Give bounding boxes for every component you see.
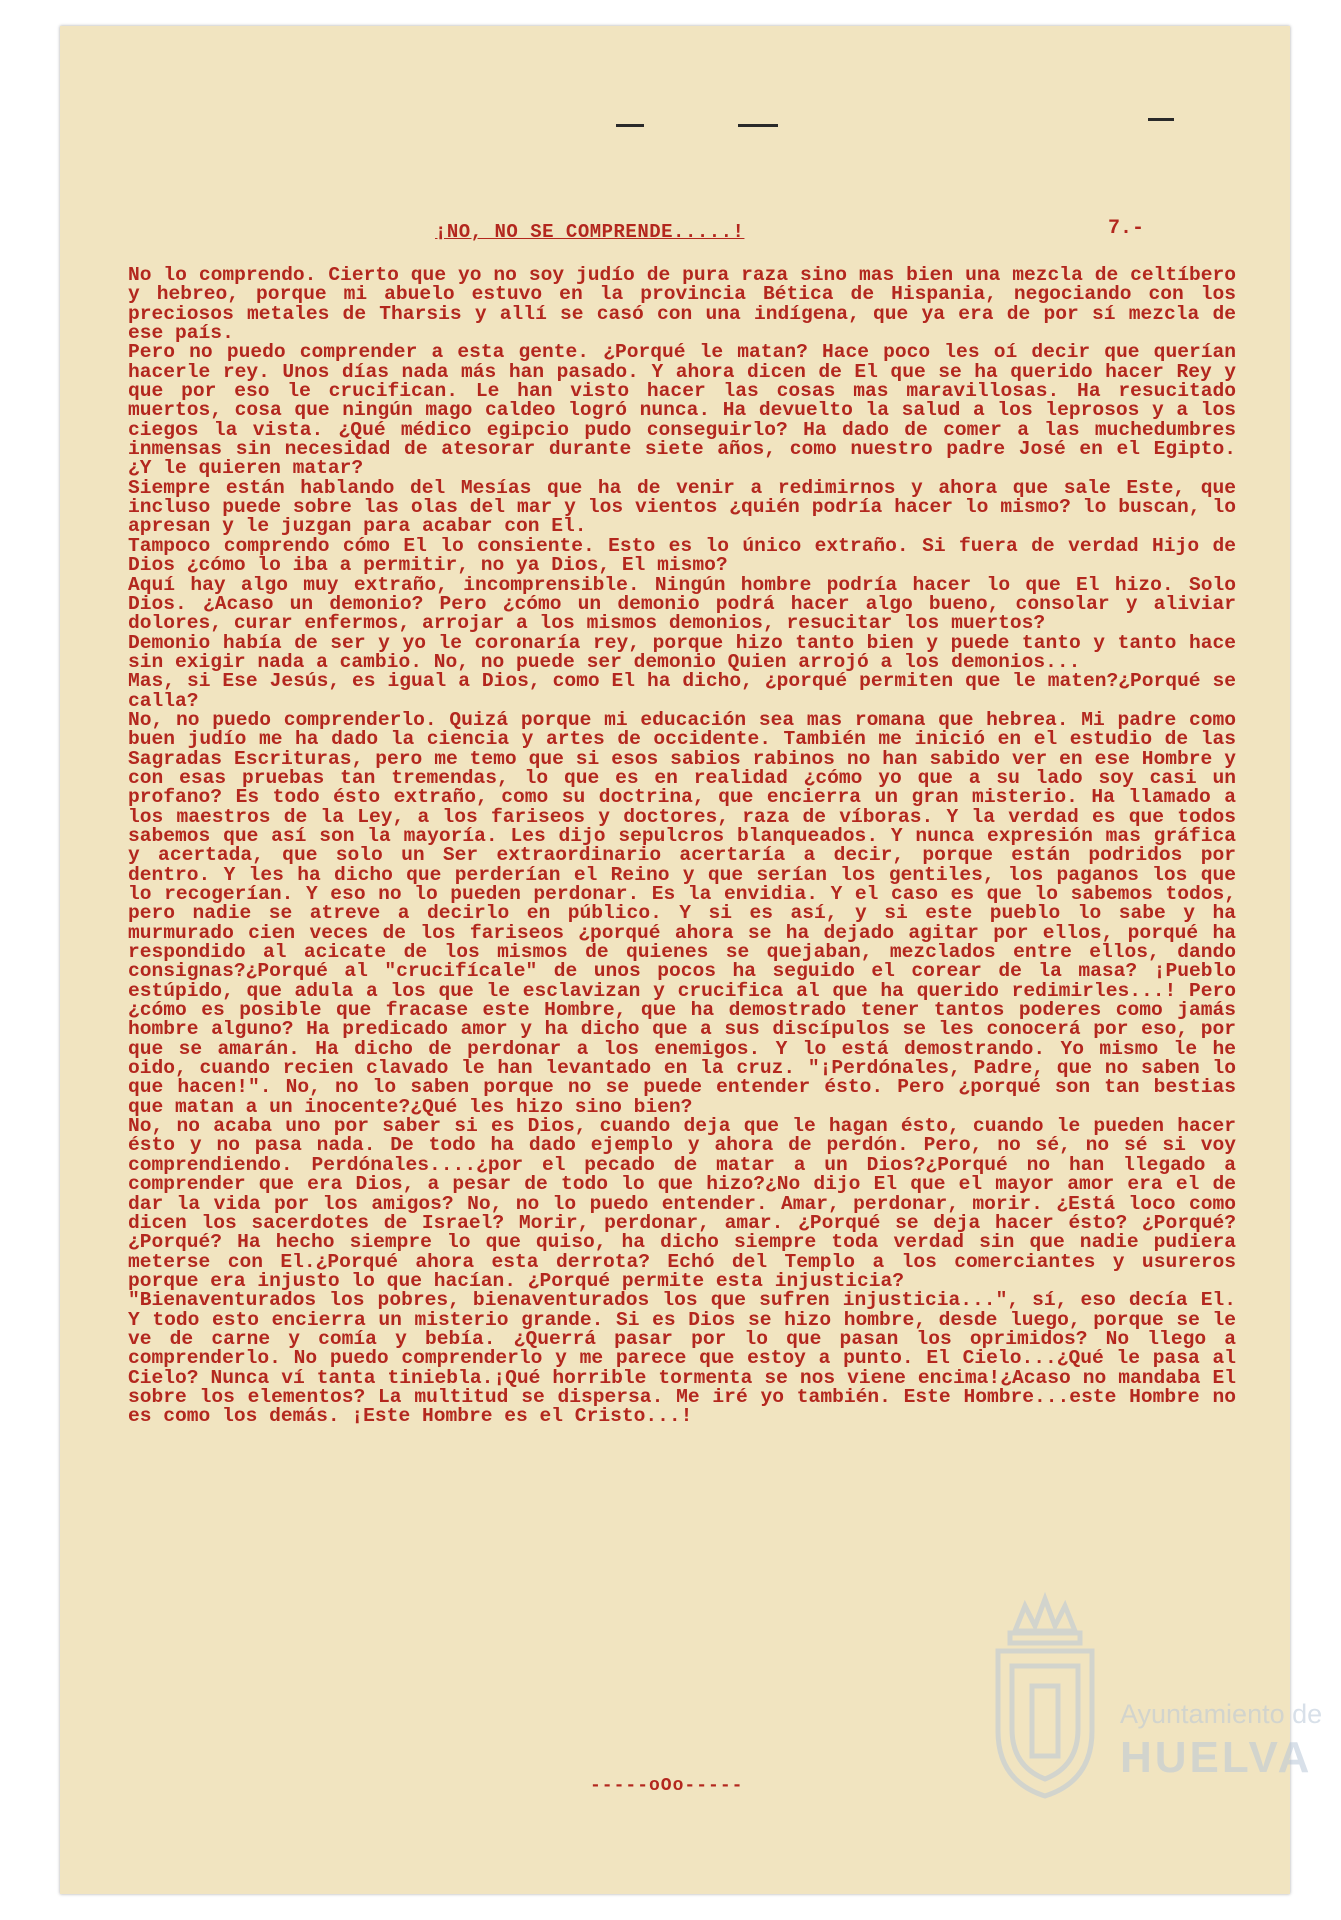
huelva-coat-of-arms-icon [980, 1591, 1110, 1801]
paragraph: No, no puedo comprenderlo. Quizá porque mi educación sea mas romana que hebrea. Mi padre como buen judío me ha dado la ciencia y artes de occidente. También me inició en el estudio de las Sagradas Escrituras, pero me temo que si esos sabios rabinos no han sabido ver en ese Hombre y con esas pruebas tan tremendas, lo que es en realidad ¿cómo yo que a su lado soy casi un profano? Es todo ésto extraño, como su doctrina, que encierra un gran misterio. Ha llamado a los maestros de la Ley, a los fariseos y doctores, raza de víboras. Y la verdad es que todos sabemos que así son la mayoría. Les dijo sepulcros blanqueados. Y nunca expresión mas gráfica y acertada, que solo un Ser extraordinario acertaría a decir, porque están podridos por dentro. Y les ha dicho que perderían el Reino y que serían los gentiles, los paganos los que lo recogerían. Y eso no lo pueden perdonar. Es la envidia. Y el caso es que lo sabemos todos, pero nadie se atreve a decirlo en público. Y si es así, y si este pueblo lo sabe y ha murmurado cien veces de los fariseos ¿porqué ahora se ha dejado agitar por ellos, porqué ha respondido al acicate de los mismos de quienes se quejaban, mezclados entre ellos, dando consignas?¿Porqué al "crucifícale" de unos pocos ha seguido el corear de la masa? ¡Pueblo estúpido, que adula a los que le esclavizan y crucifica al que ha querido redimirles...! Pero ¿cómo es posible que fracase este Hombre, que ha demostrado tener tantos poderes como jamás hombre alguno? Ha predicado amor y ha dicho que a sus discípulos se les conocerá por eso, por que se amarán. Ha dicho de perdonar a los enemigos. Y lo está demostrando. Yo mismo le he oido, cuando recien clavado le han levantado en la cruz. "¡Perdónales, Padre, que no saben lo que hacen!". No, no lo saben porque no se puede entender ésto. Pero ¿porqué son tan bestias que matan a un inocente?¿Qué les hizo sino bien? [128, 708, 1236, 1118]
paragraph: No lo comprendo. Cierto que yo no soy judío de pura raza sino mas bien una mezcla de celtíbero y hebreo, porque mi abuelo estuvo en la provincia Bética de Hispania, negociando con los preciosos metales de Tharsis y allí se casó con una indígena, que ya era de por sí mezcla de ese país. [128, 264, 1236, 345]
end-separator: -----oOo----- [590, 1776, 744, 1796]
document-title: ¡NO, NO SE COMPRENDE.....! [435, 221, 745, 243]
header-dash-left [616, 124, 644, 127]
paper-sheet [60, 26, 1323, 1894]
watermark [980, 1591, 1335, 1806]
document-body [128, 266, 1236, 1427]
paragraph: No, no acaba uno por saber si es Dios, cuando deja que le hagan ésto, cuando le pueden hacer ésto y no pasa nada. De todo ha dado ejemplo y ahora de perdón. Pero, no sé, no sé si voy comprendiendo. Perdónales....¿por el pecado de matar a un Dios?¿Porqué no han llegado a comprender que era Dios, a pesar de todo lo que hizo?¿No dijo El que el mayor amor era el de dar la vida por los amigos? No, no lo puedo entender. Amar, perdonar, morir. ¿Está loco como dicen los sacerdotes de Israel? Morir, perdonar, amar. ¿Porqué se deja hacer ésto? ¿Porqué? ¿Porqué? Ha hecho siempre lo que quiso, ha dicho siempre toda verdad sin que nadie pudiera meterse con El.¿Porqué ahora esta derrota? Echó del Templo a los comerciantes y usureros porque era injusto lo que hacían. ¿Porqué permite esta injusticia? [128, 1115, 1236, 1292]
header-dash-right [1148, 118, 1174, 121]
paragraph: Demonio había de ser y yo le coronaría rey, porque hizo tanto bien y puede tanto y tanto hace sin exigir nada a cambio. No, no puede ser demonio Quien arrojó a los demonios... [128, 631, 1236, 673]
watermark-line2: HUELVA [1120, 1733, 1313, 1782]
paragraph: Aquí hay algo muy extraño, incomprensible. Ningún hombre podría hacer lo que El hizo. Solo Dios. ¿Acaso un demonio? Pero ¿cómo un demonio podrá hacer algo bueno, consolar y aliviar dolores, curar enfermos, arrojar a los mismos demonios, resucitar los muertos? [128, 573, 1236, 635]
watermark-line1: Ayuntamiento de [1120, 1699, 1323, 1729]
title-row [60, 211, 1290, 251]
paragraph: Mas, si Ese Jesús, es igual a Dios, como El ha dicho, ¿porqué permiten que le maten?¿Porqué se calla? [128, 670, 1236, 712]
paragraph: "Bienaventurados los pobres, bienaventurados los que sufren injusticia...", sí, eso decía El. Y todo esto encierra un misterio grande. Si es Dios se hizo hombre, desde luego, porque se le ve de carne y comía y bebía. ¿Querrá pasar por lo que pasan los oprimidos? No llego a comprenderlo. No puedo comprenderlo y me parece que estoy a punto. El Cielo...¿Qué le pasa al Cielo? Nunca ví tanta tiniebla.¡Qué horrible tormenta se nos viene encima!¿Acaso no mandaba El sobre los elementos? La multitud se dispersa. Me iré yo también. Este Hombre...este Hombre no es como los demás. ¡Este Hombre es el Cristo...! [128, 1289, 1236, 1428]
paragraph: Pero no puedo comprender a esta gente. ¿Porqué le matan? Hace poco les oí decir que querían hacerle rey. Unos días nada más han pasado. Y ahora dicen de El que se ha querido hacer Rey y que por eso le crucifican. Le han visto hacer las cosas mas maravillosas. Ha resucitado muertos, cosa que ningún mago caldeo logró nunca. Ha devuelto la salud a los leprosos y a los ciegos la vista. ¿Qué médico egipcio pudo conseguirlo? Ha dado de comer a las muchedumbres inmensas sin necesidad de atesorar durante siete años, como nuestro padre José en el Egipto. ¿Y le quieren matar? [128, 341, 1236, 480]
header-dash-center [738, 124, 778, 127]
page-number: 7.- [1108, 217, 1145, 240]
paragraph: Tampoco comprendo cómo El lo consiente. Esto es lo único extraño. Si fuera de verdad Hijo de Dios ¿cómo lo iba a permitir, no ya Dios, El mismo? [128, 534, 1236, 577]
paragraph: Siempre están hablando del Mesías que ha de venir a redimirnos y ahora que sale Este, que incluso puede sobre las olas del mar y los vientos ¿quién podría hacer lo mismo? lo buscan, lo apresan y le juzgan para acabar con El. [128, 476, 1236, 538]
